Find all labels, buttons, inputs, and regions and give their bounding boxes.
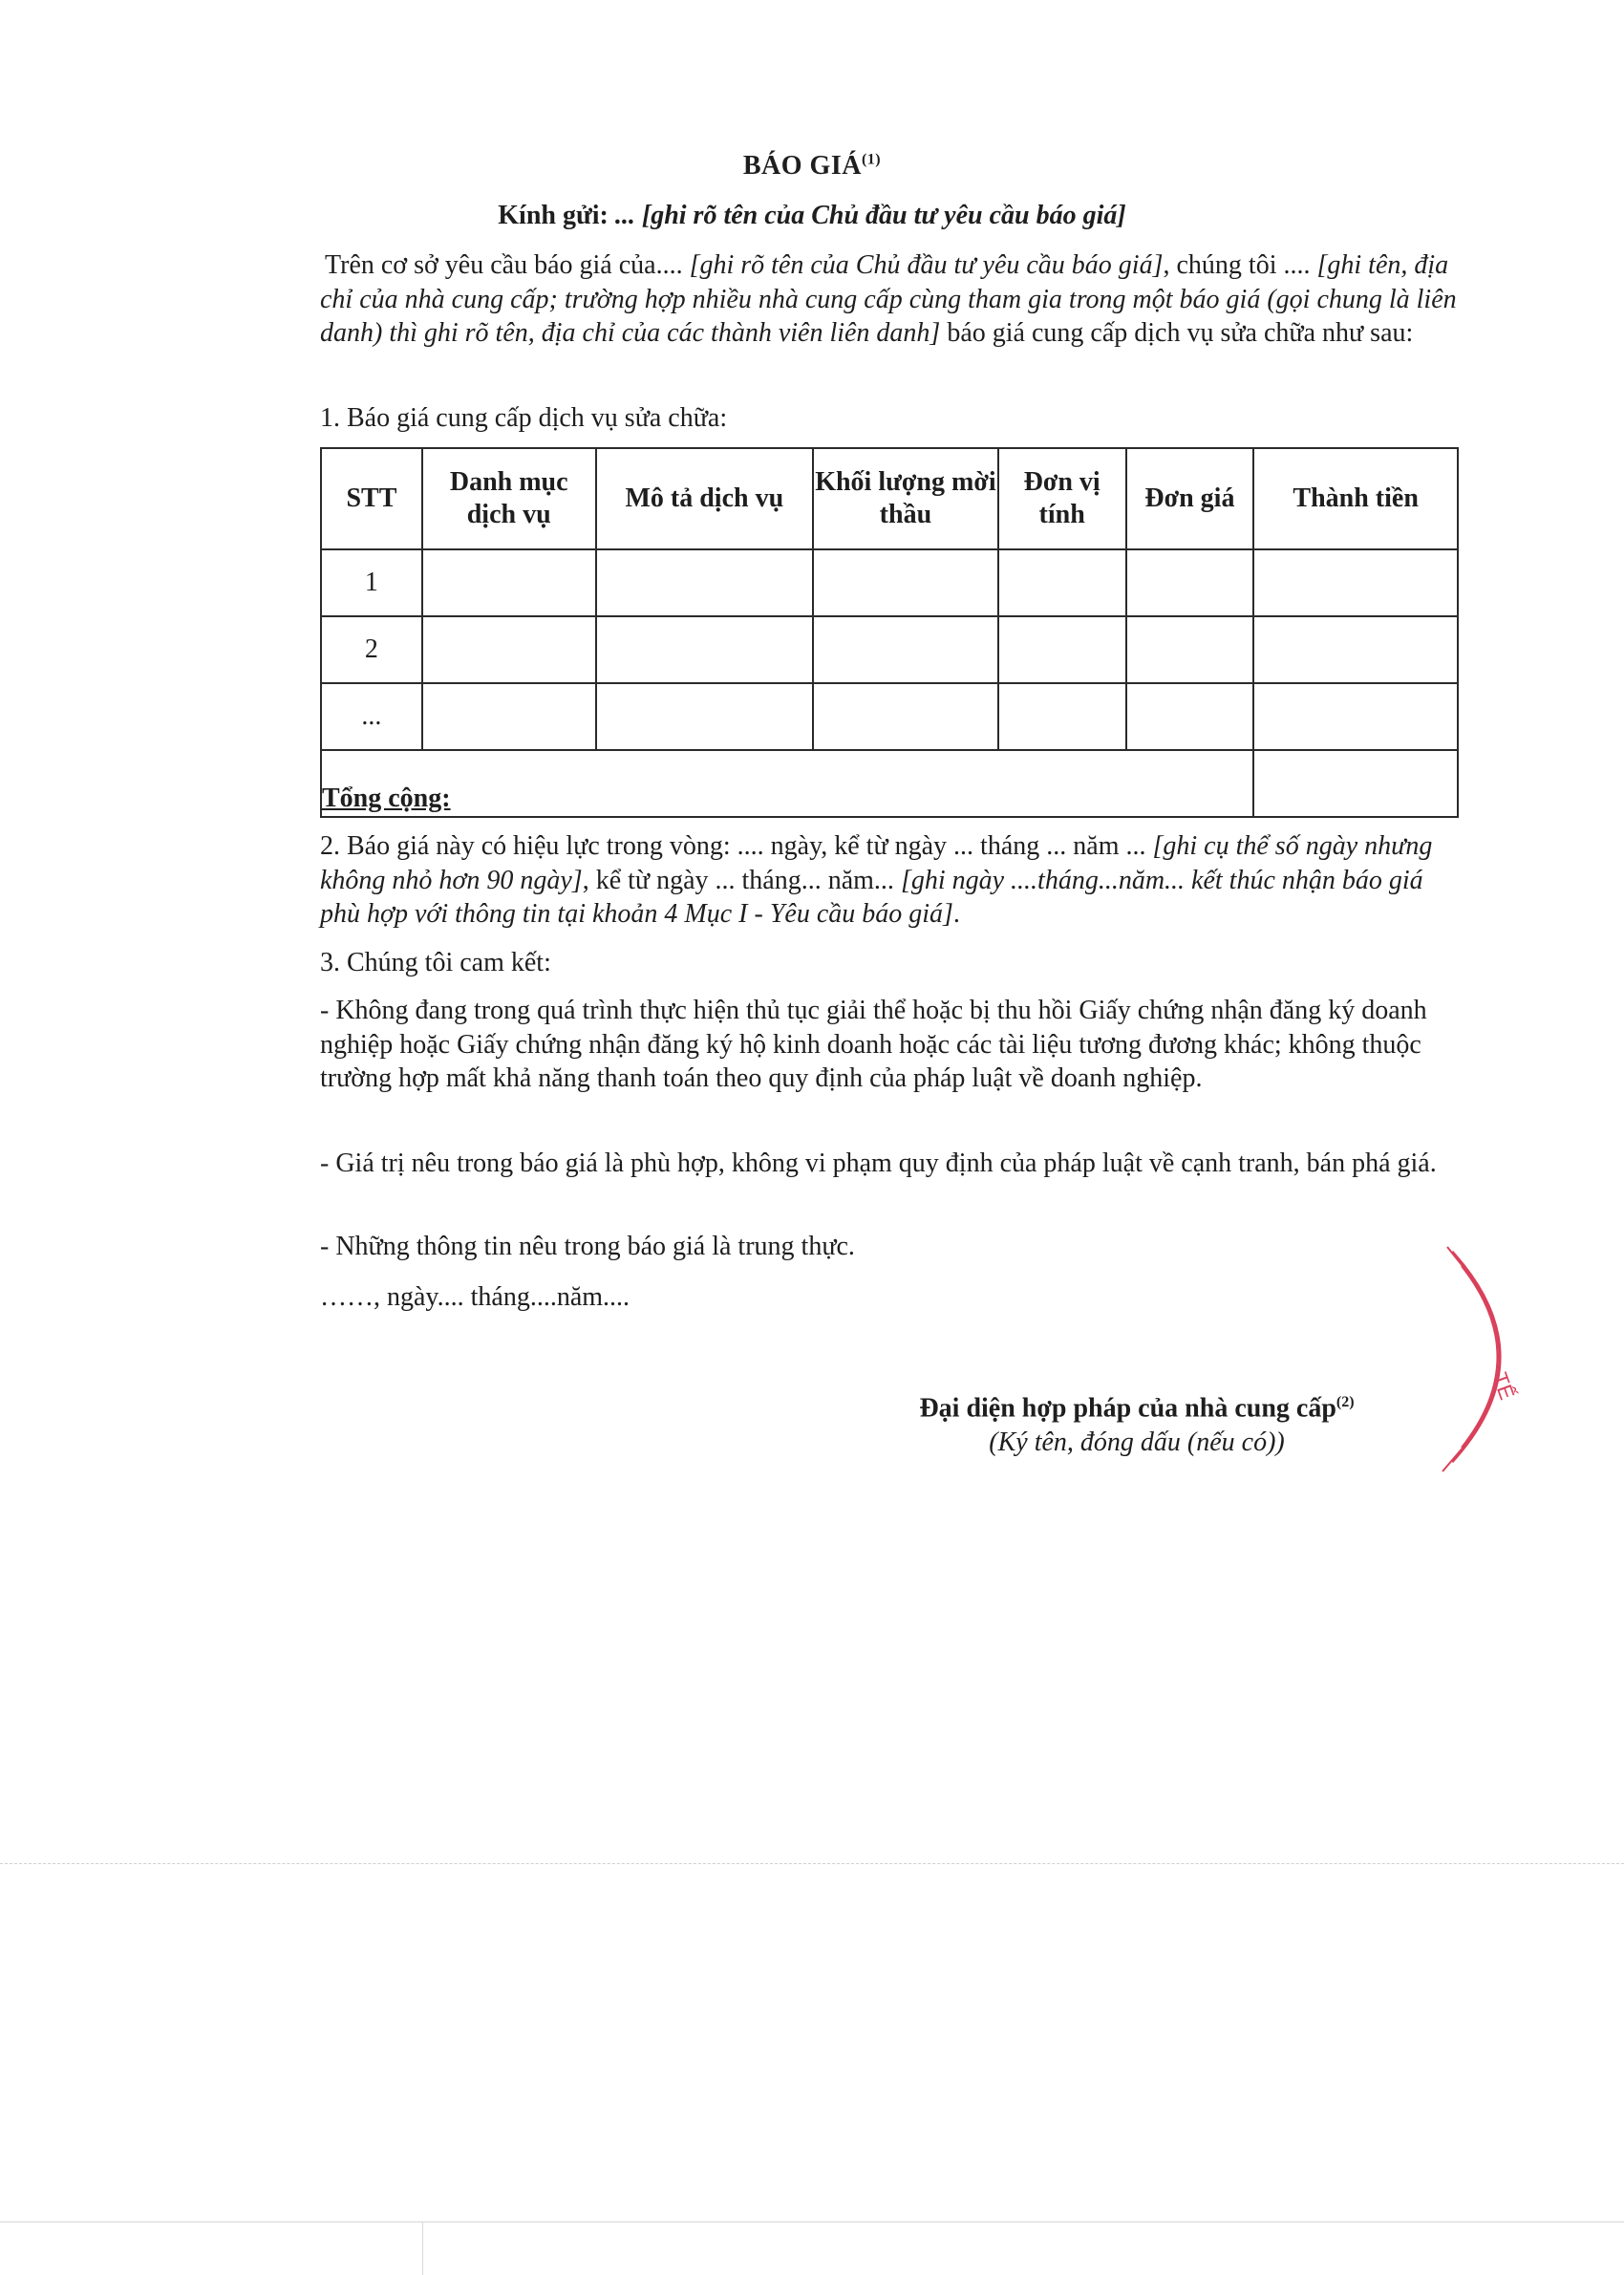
commitment-item: - Không đang trong quá trình thực hiện thủ tục giải thể hoặc bị thu hồi Giấy chứng nhận đăng ký doanh nghiệp hoặc Giấy chứng nhận đăng ký hộ kinh doanh hoặc các tài liệu tương đương khác; không thuộc trường hợp mất khả năng thanh toán theo quy định của pháp luật về doanh nghiệp. <box>320 996 1427 1093</box>
recipient-label: Kính gửi: <box>498 201 609 230</box>
signature-block <box>888 1385 1385 1460</box>
table-row <box>321 549 1458 616</box>
total-amount-cell <box>1253 750 1458 817</box>
row-number: 2 <box>321 616 422 683</box>
header-stt: STT <box>321 448 422 549</box>
section-3-heading: 3. Chúng tôi cam kết: <box>320 948 551 977</box>
quote-table <box>320 447 1459 818</box>
header-quantity: Khối lượng mời thầu <box>813 448 998 549</box>
section-2-validity: 2. Báo giá này có hiệu lực trong vòng: .... ngày, kể từ ngày ... tháng ... năm ... [ghi cụ thể số ngày nhưng không nhỏ hơn 90 ngày], kể từ ngày ... tháng... năm... [ghi ngày ....tháng...năm... kết thúc nhận báo giá phù hợp với thông tin tại khoản 4 Mục I - Yêu cầu báo giá]. <box>320 831 1433 929</box>
header-service-category: Danh mục dịch vụ <box>422 448 596 549</box>
commitment-item: - Giá trị nêu trong báo giá là phù hợp, không vi phạm quy định của pháp luật về cạnh tranh, bán phá giá. <box>320 1148 1437 1178</box>
row-number: 1 <box>321 549 422 616</box>
stamp-icon <box>1433 1233 1548 1481</box>
signer-note: (Ký tên, đóng dấu (nếu có)) <box>989 1427 1285 1458</box>
header-service-description: Mô tả dịch vụ <box>596 448 814 549</box>
commitment-item: - Những thông tin nêu trong báo giá là trung thực. <box>320 1232 855 1261</box>
table-row <box>321 616 1458 683</box>
signer-footnote: (2) <box>1336 1394 1355 1410</box>
header-unit: Đơn vị tính <box>998 448 1126 549</box>
date-line: ……, ngày.... tháng....năm.... <box>320 1282 630 1312</box>
header-amount: Thành tiền <box>1253 448 1458 549</box>
table-total-row <box>321 750 1458 817</box>
intro-paragraph: Trên cơ sở yêu cầu báo giá của.... [ghi rõ tên của Chủ đầu tư yêu cầu báo giá], chúng tôi .... [ghi tên, địa chỉ của nhà cung cấp; trường hợp nhiều nhà cung cấp cùng tham gia trong một báo giá (gọi chung là liên danh) thì ghi rõ tên, địa chỉ của các thành viên liên danh] báo giá cung cấp dịch vụ sửa chữa như sau: <box>320 250 1457 348</box>
total-label: Tổng cộng: <box>321 750 1253 817</box>
scan-artifact-line <box>0 1863 1624 1864</box>
title-footnote: (1) <box>861 151 882 168</box>
signer-role: Đại diện hợp pháp của nhà cung cấp$^{(2)}$ <box>919 1393 1355 1424</box>
document-title: BÁO GIÁ$^{(1)}$ <box>742 151 882 181</box>
scan-artifact-line <box>0 2221 1624 2222</box>
recipient-hint: ... [ghi rõ tên của Chủ đầu tư yêu cầu báo giá] <box>614 201 1126 230</box>
table-row <box>321 683 1458 750</box>
stamp-text: TẾ <box>1487 1369 1520 1404</box>
header-unit-price: Đơn giá <box>1126 448 1254 549</box>
section-1-heading: 1. Báo giá cung cấp dịch vụ sửa chữa: <box>320 403 728 433</box>
table-header-row <box>321 448 1458 549</box>
scan-artifact-line <box>422 2221 423 2275</box>
row-number: ... <box>321 683 422 750</box>
recipient-line <box>0 201 1624 231</box>
